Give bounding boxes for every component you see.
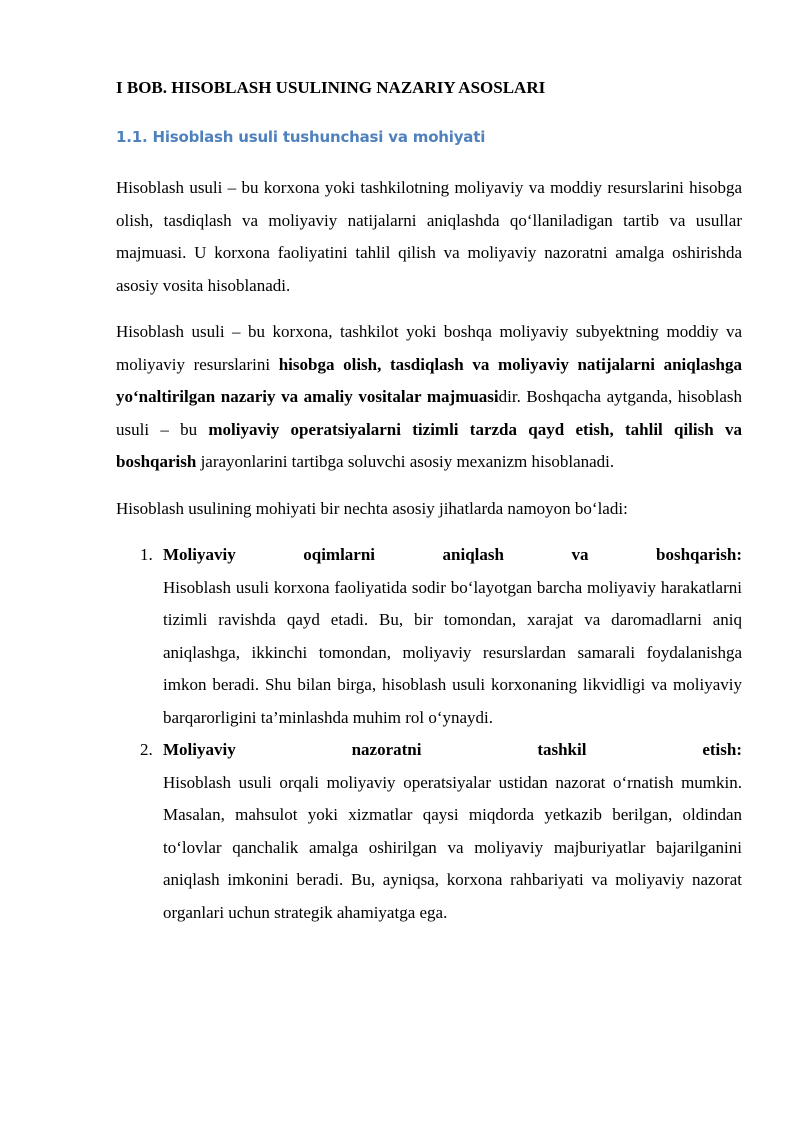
title-word: Moliyaviy: [163, 545, 236, 564]
list-item-title: [163, 734, 742, 767]
section-title: 1.1. Hisoblash usuli tushunchasi va mohiyati: [116, 128, 486, 146]
title-word: nazoratni: [351, 740, 422, 759]
chapter-title: I BOB. HISOBLASH USULINING NAZARIY ASOSLARI: [116, 78, 546, 97]
title-word: tashkil: [537, 740, 587, 759]
title-word: Moliyaviy: [163, 740, 236, 759]
paragraph-detailed-definition: [116, 316, 742, 479]
list-item-body: Hisoblash usuli orqali moliyaviy operatsiyalar ustidan nazorat o‘rnatish mumkin. Masalan, mahsulot yoki xizmatlar qaysi miqdorda yetkazib berilgan, oldindan to‘lovlar qanchalik amalga oshirilgan va moliyaviy majburiyatlar bajarilganini aniqlash imkonini beradi. Bu, ayniqsa, korxona rahbariyati va moliyaviy nazorat organlari uchun strategik ahamiyatga ega.: [163, 772, 742, 922]
paragraph2-bold-2: moliyaviy operatsiyalarni tizimli tarzda qayd etish, tahlil qilish va boshqarish: [116, 419, 743, 471]
paragraph-intro-list: Hisoblash usulining mohiyati bir nechta asosiy jihatlarda namoyon bo‘ladi:: [116, 498, 628, 518]
title-word: boshqarish:: [656, 545, 742, 564]
paragraph2-text-3: jarayonlarini tartibga soluvchi asosiy mexanizm hisoblanadi.: [196, 452, 615, 471]
aspects-list: [116, 539, 742, 929]
list-item: [116, 539, 742, 734]
paragraph2-text-2: dir. Boshqacha aytganda, hisoblash usuli – bu: [116, 387, 742, 439]
list-item-number: 1.: [140, 545, 153, 564]
title-word: oqimlarni: [303, 545, 376, 564]
document-page: [116, 75, 742, 929]
list-item-body: Hisoblash usuli korxona faoliyatida sodir bo‘layotgan barcha moliyaviy harakatlarni tizimli ravishda qayd etadi. Bu, bir tomondan, xarajat va daromadlarni aniq aniqlashga, ikkinchi tomondan, moliyaviy resurslardan samarali foydalanishga imkon beradi. Shu bilan birga, hisoblash usuli korxonaning likvidligi va moliyaviy barqarorligini ta’minlashda muhim rol o‘ynaydi.: [163, 577, 742, 727]
list-item-title: [163, 539, 742, 572]
paragraph2-text-1: Hisoblash usuli – bu korxona, tashkilot yoki boshqa moliyaviy subyektning moddiy va moliyaviy resurslarini: [116, 322, 742, 374]
paragraph-definition: Hisoblash usuli – bu korxona yoki tashkilotning moliyaviy va moddiy resurslarini hisobga olish, tasdiqlash va moliyaviy natijalarni aniqlashda qo‘llaniladigan tartib va usullar majmuasi. U korxona faoliyatini tahlil qilish va moliyaviy nazoratni amalga oshirishda asosiy vosita hisoblanadi.: [116, 178, 742, 295]
list-item-number: 2.: [140, 740, 153, 759]
title-word: va: [571, 545, 589, 564]
list-item: [116, 734, 742, 929]
title-word: aniqlash: [442, 545, 504, 564]
paragraph2-bold-1: hisobga olish, tasdiqlash va moliyaviy natijalarni aniqlashga yo‘naltirilgan nazariy va amaliy vositalar majmuasi: [116, 354, 742, 406]
title-word: etish:: [702, 740, 742, 759]
